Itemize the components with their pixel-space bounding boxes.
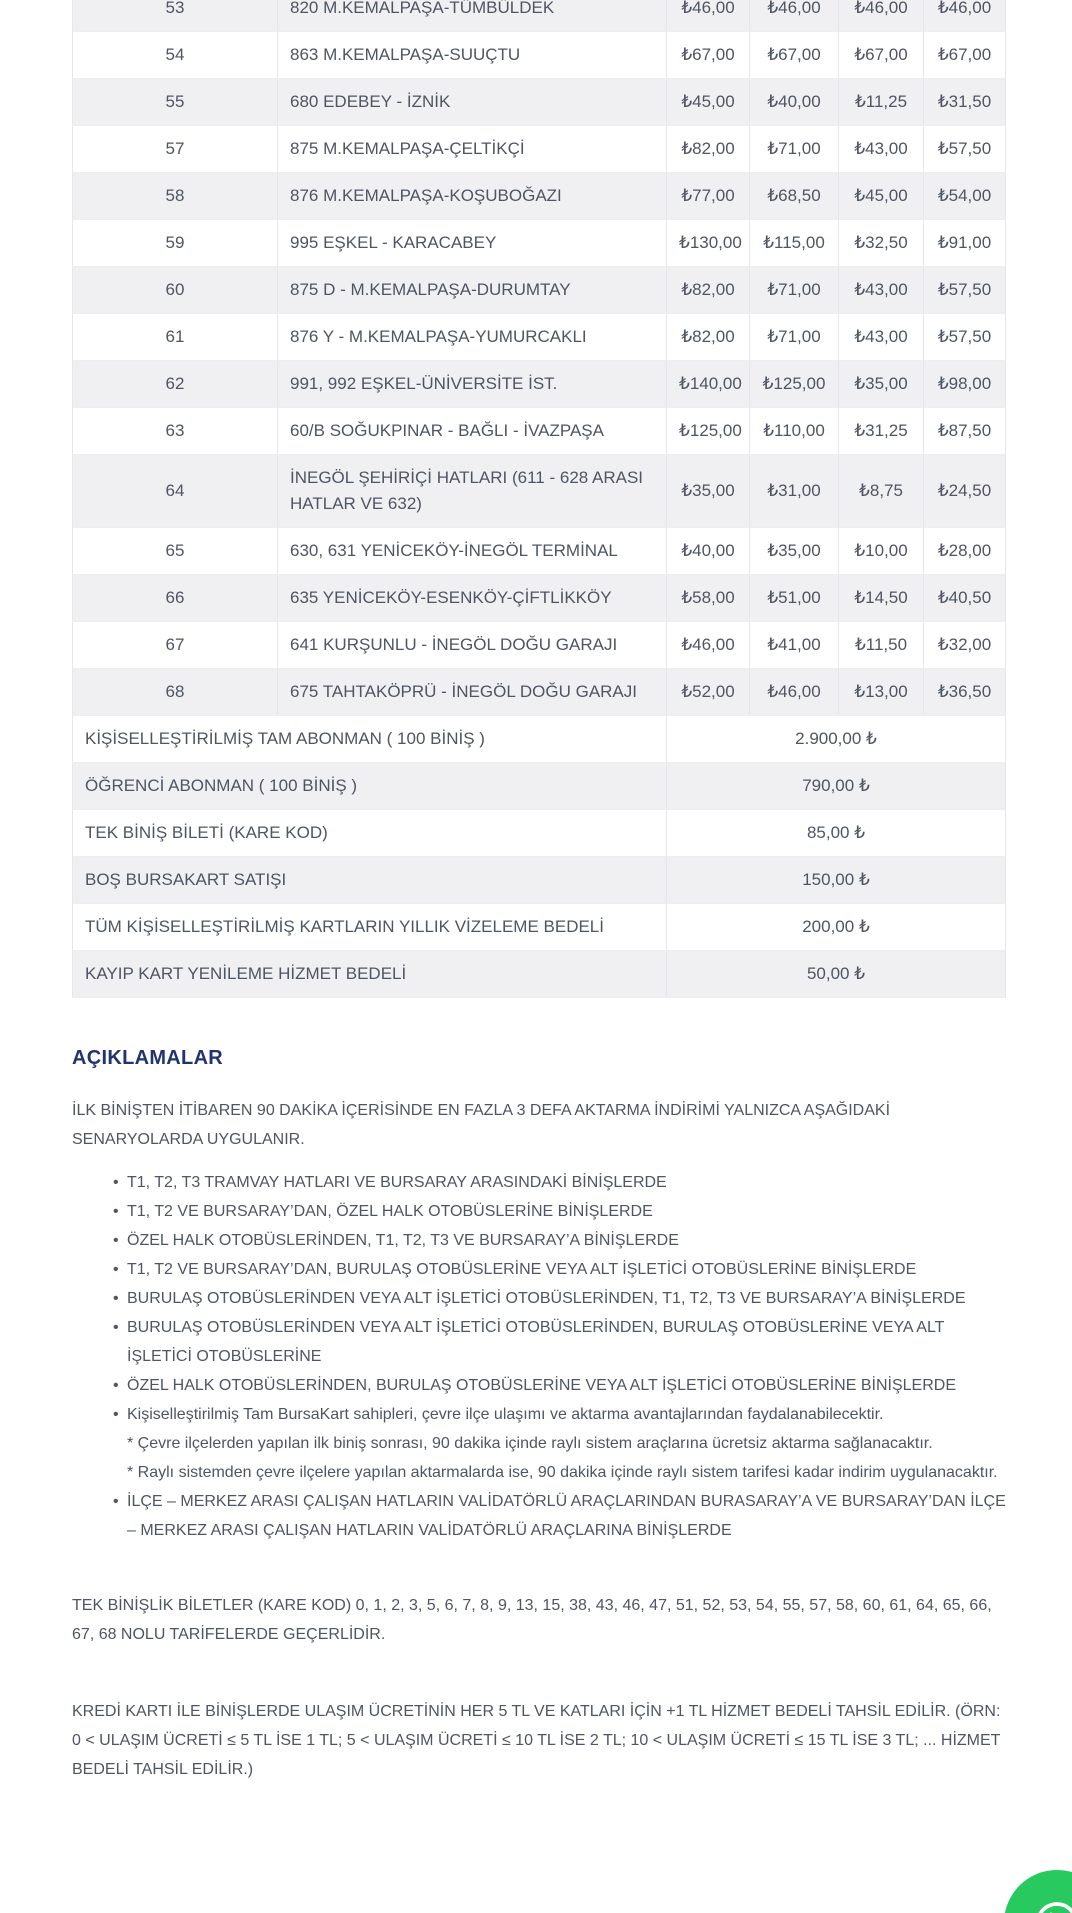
list-item <box>115 1168 1010 1197</box>
route-no-cell: 57 <box>73 126 278 173</box>
summary-row <box>73 716 1006 763</box>
route-no-cell: 68 <box>73 669 278 716</box>
table-row <box>73 0 1006 32</box>
route-name-cell: 863 M.KEMALPAŞA-SUUÇTU <box>278 32 667 79</box>
list-item-line: • T1, T2 VE BURSARAY’DAN, BURULAŞ OTOBÜSLERİNE VEYA ALT İŞLETİCİ OTOBÜSLERİNE BİNİŞLERDE <box>127 1261 917 1278</box>
summary-label-cell: KİŞİSELLEŞTİRİLMİŞ TAM ABONMAN ( 100 BİNİŞ ) <box>73 716 667 763</box>
list-item-line: • BURULAŞ OTOBÜSLERİNDEN VEYA ALT İŞLETİCİ OTOBÜSLERİNDEN, BURULAŞ OTOBÜSLERİNE VEYA ALT İŞLETİCİ OTOBÜSLERİNE <box>127 1319 945 1365</box>
list-item-line: • İLÇE – MERKEZ ARASI ÇALIŞAN HATLARIN VALİDATÖRLÜ ARAÇLARINDAN BURASARAY’A VE BURSARAY’DAN İLÇE – MERKEZ ARASI ÇALIŞAN HATLARIN VALİDATÖRLÜ ARAÇLARINA BİNİŞLERDE <box>127 1493 1006 1539</box>
list-item <box>115 1226 1010 1255</box>
price-cell: ₺98,00 <box>924 361 1006 408</box>
table-row <box>73 314 1006 361</box>
table-row <box>73 408 1006 455</box>
route-no-cell: 58 <box>73 173 278 220</box>
table-row <box>73 669 1006 716</box>
explanations-section <box>72 1046 1010 1784</box>
route-name-cell: 876 M.KEMALPAŞA-KOŞUBOĞAZI <box>278 173 667 220</box>
route-no-cell: 63 <box>73 408 278 455</box>
route-name-cell: 876 Y - M.KEMALPAŞA-YUMURCAKLI <box>278 314 667 361</box>
list-item <box>115 1284 1010 1313</box>
price-cell: ₺46,00 <box>667 622 750 669</box>
route-name-cell: 875 M.KEMALPAŞA-ÇELTİKÇİ <box>278 126 667 173</box>
price-cell: ₺57,50 <box>924 126 1006 173</box>
route-name-cell: 820 M.KEMALPAŞA-TÜMBÜLDEK <box>278 0 667 32</box>
route-no-cell: 64 <box>73 455 278 528</box>
price-cell: ₺57,50 <box>924 267 1006 314</box>
summary-value-cell: 150,00 ₺ <box>667 857 1006 904</box>
route-name-cell: 875 D - M.KEMALPAŞA-DURUMTAY <box>278 267 667 314</box>
price-cell: ₺67,00 <box>667 32 750 79</box>
summary-value-cell: 2.900,00 ₺ <box>667 716 1006 763</box>
route-name-cell: 641 KURŞUNLU - İNEGÖL DOĞU GARAJI <box>278 622 667 669</box>
price-cell: ₺77,00 <box>667 173 750 220</box>
price-cell: ₺110,00 <box>750 408 839 455</box>
list-item-line: • ÖZEL HALK OTOBÜSLERİNDEN, BURULAŞ OTOBÜSLERİNE VEYA ALT İŞLETİCİ OTOBÜSLERİNE BİNİŞLERDE <box>127 1377 956 1394</box>
summary-row <box>73 904 1006 951</box>
price-cell: ₺43,00 <box>839 126 924 173</box>
route-name-cell: İNEGÖL ŞEHİRİÇİ HATLARI (611 - 628 ARASI HATLAR VE 632) <box>278 455 667 528</box>
price-cell: ₺68,50 <box>750 173 839 220</box>
price-cell: ₺91,00 <box>924 220 1006 267</box>
price-cell: ₺11,50 <box>839 622 924 669</box>
route-no-cell: 54 <box>73 32 278 79</box>
price-cell: ₺82,00 <box>667 314 750 361</box>
price-cell: ₺46,00 <box>750 0 839 32</box>
route-name-cell: 675 TAHTAKÖPRÜ - İNEGÖL DOĞU GARAJI <box>278 669 667 716</box>
price-cell: ₺67,00 <box>750 32 839 79</box>
price-cell: ₺31,25 <box>839 408 924 455</box>
route-no-cell: 53 <box>73 0 278 32</box>
list-item-line: • BURULAŞ OTOBÜSLERİNDEN VEYA ALT İŞLETİCİ OTOBÜSLERİNDEN, T1, T2, T3 VE BURSARAY’A BİNİŞLERDE <box>127 1290 966 1307</box>
price-cell: ₺32,00 <box>924 622 1006 669</box>
transfer-scenarios-list <box>72 1168 1010 1545</box>
summary-value-cell: 50,00 ₺ <box>667 951 1006 998</box>
summary-value-cell: 85,00 ₺ <box>667 810 1006 857</box>
route-name-cell: 635 YENİCEKÖY-ESENKÖY-ÇİFTLİKKÖY <box>278 575 667 622</box>
list-item <box>115 1313 1010 1371</box>
route-name-cell: 995 EŞKEL - KARACABEY <box>278 220 667 267</box>
summary-label-cell: ÖĞRENCİ ABONMAN ( 100 BİNİŞ ) <box>73 763 667 810</box>
price-cell: ₺52,00 <box>667 669 750 716</box>
price-cell: ₺24,50 <box>924 455 1006 528</box>
price-cell: ₺43,00 <box>839 267 924 314</box>
price-cell: ₺40,50 <box>924 575 1006 622</box>
summary-label-cell: BOŞ BURSAKART SATIŞI <box>73 857 667 904</box>
table-row <box>73 173 1006 220</box>
list-item <box>115 1371 1010 1400</box>
fare-table <box>72 0 1006 998</box>
table-row <box>73 361 1006 408</box>
summary-row <box>73 810 1006 857</box>
price-cell: ₺43,00 <box>839 314 924 361</box>
route-no-cell: 59 <box>73 220 278 267</box>
price-cell: ₺82,00 <box>667 267 750 314</box>
price-cell: ₺35,00 <box>667 455 750 528</box>
price-cell: ₺46,00 <box>839 0 924 32</box>
price-cell: ₺13,00 <box>839 669 924 716</box>
table-row <box>73 622 1006 669</box>
list-item <box>115 1197 1010 1226</box>
price-cell: ₺71,00 <box>750 126 839 173</box>
price-cell: ₺11,25 <box>839 79 924 126</box>
price-cell: ₺40,00 <box>667 528 750 575</box>
list-item <box>115 1400 1010 1487</box>
transfer-discount-intro: İLK BİNİŞTEN İTİBAREN 90 DAKİKA İÇERİSİNDE EN FAZLA 3 DEFA AKTARMA İNDİRİMİ YALNIZCA AŞAĞIDAKİ SENARYOLARDA UYGULANIR. <box>72 1102 891 1148</box>
route-name-cell: 60/B SOĞUKPINAR - BAĞLI - İVAZPAŞA <box>278 408 667 455</box>
price-cell: ₺35,00 <box>750 528 839 575</box>
list-item <box>115 1487 1010 1545</box>
list-item-line: • T1, T2 VE BURSARAY’DAN, ÖZEL HALK OTOBÜSLERİNE BİNİŞLERDE <box>127 1203 653 1220</box>
list-item-line: • Kişiselleştirilmiş Tam BursaKart sahipleri, çevre ilçe ulaşımı ve aktarma avantajlarından faydalanabilecektir. <box>127 1406 884 1423</box>
credit-card-fee-paragraph: KREDİ KARTI İLE BİNİŞLERDE ULAŞIM ÜCRETİNİN HER 5 TL VE KATLARI İÇİN +1 TL HİZMET BEDELİ TAHSİL EDİLİR. (ÖRN: 0 < ULAŞIM ÜCRETİ ≤ 5 TL İSE 1 TL; 5 < ULAŞIM ÜCRETİ ≤ 10 TL İSE 2 TL; 10 < ULAŞIM ÜCRETİ ≤ 15 TL İSE 3 TL; ... HİZMET BEDELİ TAHSİL EDİLİR.) <box>72 1703 1001 1778</box>
price-cell: ₺82,00 <box>667 126 750 173</box>
price-cell: ₺36,50 <box>924 669 1006 716</box>
route-name-cell: 680 EDEBEY - İZNİK <box>278 79 667 126</box>
route-no-cell: 67 <box>73 622 278 669</box>
summary-label-cell: KAYIP KART YENİLEME HİZMET BEDELİ <box>73 951 667 998</box>
summary-label-cell: TEK BİNİŞ BİLETİ (KARE KOD) <box>73 810 667 857</box>
summary-row <box>73 951 1006 998</box>
route-no-cell: 60 <box>73 267 278 314</box>
route-name-cell: 991, 992 EŞKEL-ÜNİVERSİTE İST. <box>278 361 667 408</box>
table-row <box>73 455 1006 528</box>
price-cell: ₺8,75 <box>839 455 924 528</box>
route-no-cell: 66 <box>73 575 278 622</box>
summary-value-cell: 790,00 ₺ <box>667 763 1006 810</box>
price-cell: ₺140,00 <box>667 361 750 408</box>
price-cell: ₺125,00 <box>667 408 750 455</box>
price-cell: ₺67,00 <box>924 32 1006 79</box>
price-cell: ₺10,00 <box>839 528 924 575</box>
route-no-cell: 61 <box>73 314 278 361</box>
price-cell: ₺46,00 <box>750 669 839 716</box>
summary-row <box>73 857 1006 904</box>
list-item-line: • T1, T2, T3 TRAMVAY HATLARI VE BURSARAY ARASINDAKİ BİNİŞLERDE <box>127 1174 667 1191</box>
price-cell: ₺58,00 <box>667 575 750 622</box>
list-item-line: • ÖZEL HALK OTOBÜSLERİNDEN, T1, T2, T3 VE BURSARAY’A BİNİŞLERDE <box>127 1232 679 1249</box>
price-cell: ₺51,00 <box>750 575 839 622</box>
price-cell: ₺28,00 <box>924 528 1006 575</box>
table-row <box>73 528 1006 575</box>
table-row <box>73 220 1006 267</box>
summary-label-cell: TÜM KİŞİSELLEŞTİRİLMİŞ KARTLARIN YILLIK VİZELEME BEDELİ <box>73 904 667 951</box>
price-cell: ₺115,00 <box>750 220 839 267</box>
table-row <box>73 126 1006 173</box>
qr-ticket-paragraph: TEK BİNİŞLİK BİLETLER (KARE KOD) 0, 1, 2, 3, 5, 6, 7, 8, 9, 13, 15, 38, 43, 46, 47, 51, 52, 53, 54, 55, 57, 58, 60, 61, 64, 65, 66, 67, 68 NOLU TARİFELERDE GEÇERLİDİR. <box>72 1597 992 1643</box>
price-cell: ₺67,00 <box>839 32 924 79</box>
price-cell: ₺31,00 <box>750 455 839 528</box>
explanations-heading: AÇIKLAMALAR <box>72 1047 224 1069</box>
price-cell: ₺130,00 <box>667 220 750 267</box>
price-cell: ₺46,00 <box>667 0 750 32</box>
list-item-line: * Raylı sistemden çevre ilçelere yapılan aktarmalarda ise, 90 dakika içinde raylı sistem tarifesi kadar indirim uygulanacaktır. <box>127 1464 998 1481</box>
price-cell: ₺32,50 <box>839 220 924 267</box>
price-cell: ₺57,50 <box>924 314 1006 361</box>
whatsapp-button[interactable] <box>1004 1870 1072 1913</box>
whatsapp-icon <box>1028 1894 1072 1913</box>
price-cell: ₺71,00 <box>750 314 839 361</box>
price-cell: ₺35,00 <box>839 361 924 408</box>
summary-row <box>73 763 1006 810</box>
table-row <box>73 79 1006 126</box>
price-cell: ₺14,50 <box>839 575 924 622</box>
price-cell: ₺71,00 <box>750 267 839 314</box>
list-item <box>115 1255 1010 1284</box>
route-no-cell: 55 <box>73 79 278 126</box>
price-cell: ₺87,50 <box>924 408 1006 455</box>
price-cell: ₺31,50 <box>924 79 1006 126</box>
table-row <box>73 575 1006 622</box>
table-row <box>73 267 1006 314</box>
route-no-cell: 65 <box>73 528 278 575</box>
table-row <box>73 32 1006 79</box>
price-cell: ₺45,00 <box>667 79 750 126</box>
route-no-cell: 62 <box>73 361 278 408</box>
price-cell: ₺125,00 <box>750 361 839 408</box>
price-cell: ₺41,00 <box>750 622 839 669</box>
price-cell: ₺46,00 <box>924 0 1006 32</box>
list-item-line: * Çevre ilçelerden yapılan ilk biniş sonrası, 90 dakika içinde raylı sistem araçlarına ücretsiz aktarma sağlanacaktır. <box>127 1435 933 1452</box>
price-cell: ₺40,00 <box>750 79 839 126</box>
price-cell: ₺54,00 <box>924 173 1006 220</box>
price-cell: ₺45,00 <box>839 173 924 220</box>
route-name-cell: 630, 631 YENİCEKÖY-İNEGÖL TERMİNAL <box>278 528 667 575</box>
summary-value-cell: 200,00 ₺ <box>667 904 1006 951</box>
